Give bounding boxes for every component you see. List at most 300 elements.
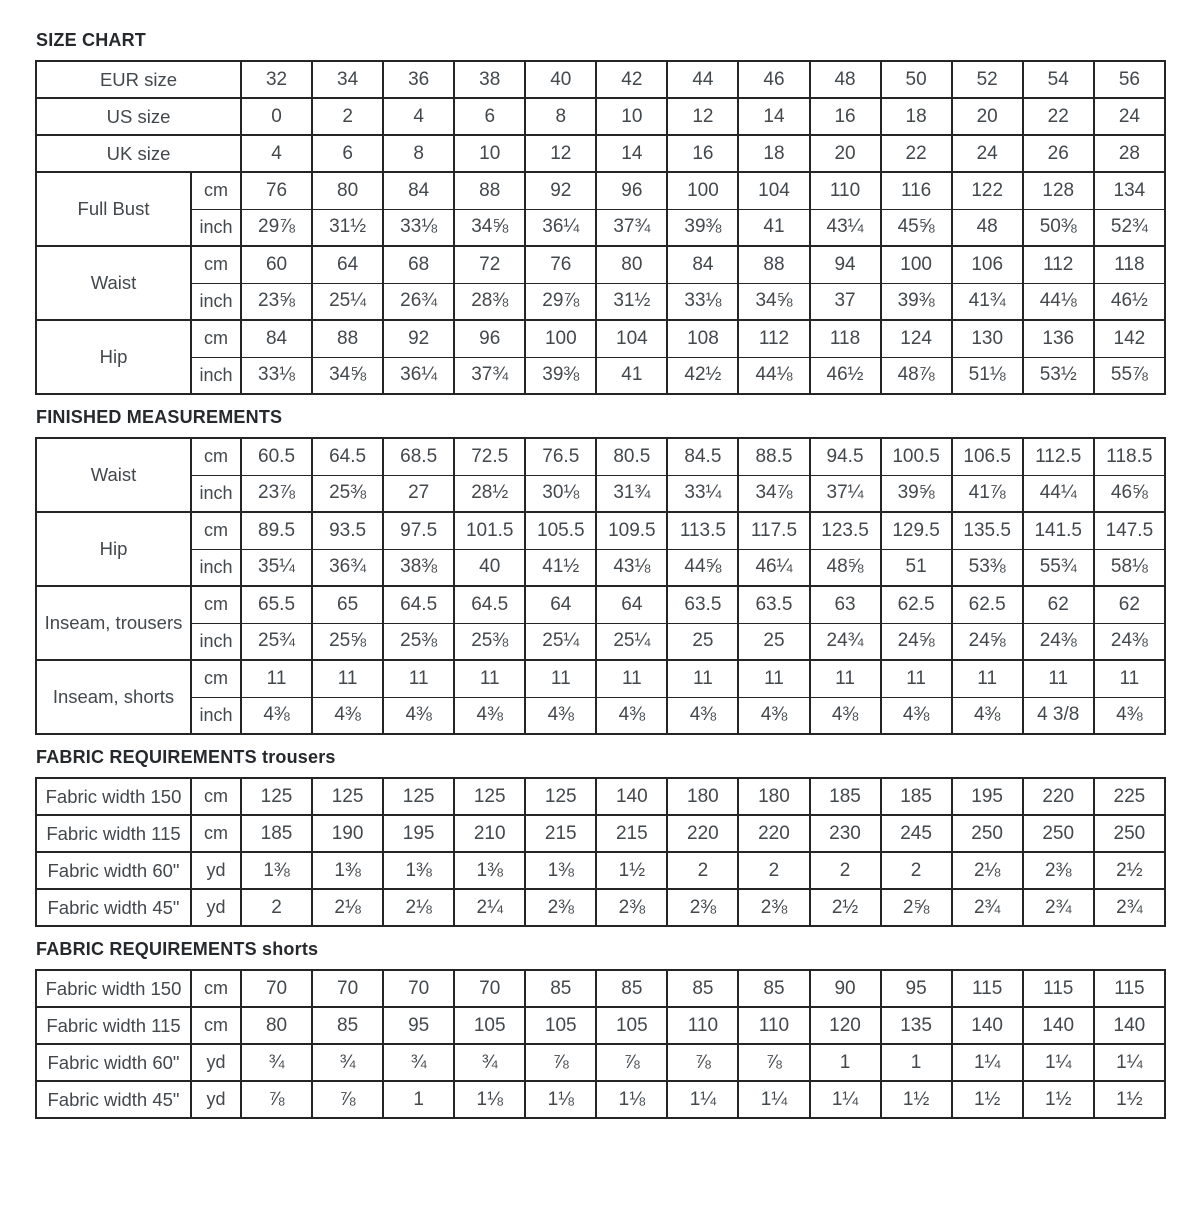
value-cell: 70 <box>241 970 312 1007</box>
value-cell: 210 <box>454 815 525 852</box>
value-cell: 4⅜ <box>312 697 383 734</box>
value-cell: 32 <box>241 61 312 98</box>
row-label: EUR size <box>36 61 241 98</box>
unit-label: inch <box>191 623 241 660</box>
value-cell: 4⅜ <box>383 697 454 734</box>
value-cell: 11 <box>1094 660 1165 697</box>
value-cell: 11 <box>810 660 881 697</box>
value-cell: 96 <box>596 172 667 209</box>
value-cell: 23⅞ <box>241 475 312 512</box>
value-cell: 48 <box>810 61 881 98</box>
value-cell: 25⅜ <box>383 623 454 660</box>
value-cell: 117.5 <box>738 512 809 549</box>
value-cell: 118 <box>1094 246 1165 283</box>
value-cell: 134 <box>1094 172 1165 209</box>
value-cell: 24⅝ <box>952 623 1023 660</box>
value-cell: 195 <box>952 778 1023 815</box>
value-cell: 124 <box>881 320 952 357</box>
value-cell: 11 <box>881 660 952 697</box>
value-cell: 63.5 <box>738 586 809 623</box>
value-cell: 1¼ <box>1094 1044 1165 1081</box>
value-cell: 24⅝ <box>881 623 952 660</box>
value-cell: 24⅜ <box>1094 623 1165 660</box>
value-cell: 93.5 <box>312 512 383 549</box>
value-cell: 65.5 <box>241 586 312 623</box>
value-cell: 2⅝ <box>881 889 952 926</box>
value-cell: 46¼ <box>738 549 809 586</box>
table-row <box>36 778 1165 815</box>
value-cell: 95 <box>881 970 952 1007</box>
unit-label: cm <box>191 172 241 209</box>
table-row <box>36 61 1165 98</box>
value-cell: 2⅜ <box>667 889 738 926</box>
row-label: US size <box>36 98 241 135</box>
value-cell: 43¼ <box>810 209 881 246</box>
value-cell: 140 <box>952 1007 1023 1044</box>
value-cell: 1¼ <box>1023 1044 1094 1081</box>
value-cell: 37¾ <box>454 357 525 394</box>
table-row <box>36 660 1165 697</box>
value-cell: 1½ <box>952 1081 1023 1118</box>
value-cell: 250 <box>1094 815 1165 852</box>
value-cell: ⅞ <box>738 1044 809 1081</box>
value-cell: 76.5 <box>525 438 596 475</box>
value-cell: 108 <box>667 320 738 357</box>
value-cell: 85 <box>738 970 809 1007</box>
value-cell: 94.5 <box>810 438 881 475</box>
value-cell: 85 <box>596 970 667 1007</box>
value-cell: 84 <box>667 246 738 283</box>
value-cell: 110 <box>810 172 881 209</box>
value-cell: 25 <box>667 623 738 660</box>
value-cell: 12 <box>525 135 596 172</box>
value-cell: 105 <box>525 1007 596 1044</box>
value-cell: 109.5 <box>596 512 667 549</box>
value-cell: 29⅞ <box>525 283 596 320</box>
unit-label: yd <box>191 889 241 926</box>
value-cell: 190 <box>312 815 383 852</box>
section-title-finished-measurements: FINISHED MEASUREMENTS <box>36 407 283 427</box>
value-cell: 2 <box>810 852 881 889</box>
value-cell: 50⅜ <box>1023 209 1094 246</box>
value-cell: 2⅜ <box>738 889 809 926</box>
value-cell: 101.5 <box>454 512 525 549</box>
value-cell: 88 <box>738 246 809 283</box>
unit-label: cm <box>191 660 241 697</box>
value-cell: 44⅛ <box>738 357 809 394</box>
value-cell: ⅞ <box>312 1081 383 1118</box>
value-cell: 129.5 <box>881 512 952 549</box>
value-cell: 53½ <box>1023 357 1094 394</box>
value-cell: 25⅜ <box>454 623 525 660</box>
value-cell: 118.5 <box>1094 438 1165 475</box>
value-cell: 125 <box>525 778 596 815</box>
value-cell: 85 <box>525 970 596 1007</box>
table-row <box>36 623 1165 660</box>
value-cell: 4⅜ <box>1094 697 1165 734</box>
value-cell: 2⅜ <box>596 889 667 926</box>
value-cell: 136 <box>1023 320 1094 357</box>
value-cell: 180 <box>738 778 809 815</box>
value-cell: 18 <box>881 98 952 135</box>
value-cell: ¾ <box>383 1044 454 1081</box>
value-cell: 33⅛ <box>667 283 738 320</box>
value-cell: 4⅜ <box>525 697 596 734</box>
unit-label: inch <box>191 357 241 394</box>
value-cell: 14 <box>596 135 667 172</box>
value-cell: 2 <box>241 889 312 926</box>
value-cell: 4 3/8 <box>1023 697 1094 734</box>
unit-label: cm <box>191 320 241 357</box>
value-cell: 2⅛ <box>952 852 1023 889</box>
value-cell: 44⅝ <box>667 549 738 586</box>
value-cell: ⅞ <box>667 1044 738 1081</box>
value-cell: 125 <box>241 778 312 815</box>
value-cell: 141.5 <box>1023 512 1094 549</box>
value-cell: 2 <box>667 852 738 889</box>
value-cell: 56 <box>1094 61 1165 98</box>
value-cell: 2⅜ <box>525 889 596 926</box>
value-cell: 42½ <box>667 357 738 394</box>
value-cell: 4 <box>241 135 312 172</box>
value-cell: 60.5 <box>241 438 312 475</box>
value-cell: 18 <box>738 135 809 172</box>
value-cell: 180 <box>667 778 738 815</box>
value-cell: 4⅜ <box>241 697 312 734</box>
value-cell: 1⅛ <box>525 1081 596 1118</box>
value-cell: 220 <box>1023 778 1094 815</box>
value-cell: 4⅜ <box>810 697 881 734</box>
value-cell: 215 <box>596 815 667 852</box>
value-cell: 100 <box>525 320 596 357</box>
row-label: Fabric width 45" <box>36 1081 191 1118</box>
value-cell: 31¾ <box>596 475 667 512</box>
value-cell: ⅞ <box>525 1044 596 1081</box>
table-row <box>36 586 1165 623</box>
row-label: UK size <box>36 135 241 172</box>
row-label: Hip <box>36 320 191 394</box>
value-cell: 2⅛ <box>312 889 383 926</box>
value-cell: 1 <box>810 1044 881 1081</box>
value-cell: 35¼ <box>241 549 312 586</box>
value-cell: 140 <box>596 778 667 815</box>
value-cell: 1½ <box>596 852 667 889</box>
unit-label: cm <box>191 1007 241 1044</box>
table-row <box>36 135 1165 172</box>
value-cell: 22 <box>881 135 952 172</box>
value-cell: 10 <box>596 98 667 135</box>
row-label: Fabric width 115 <box>36 1007 191 1044</box>
value-cell: 24 <box>1094 98 1165 135</box>
value-cell: 40 <box>525 61 596 98</box>
value-cell: 2½ <box>1094 852 1165 889</box>
value-cell: 27 <box>383 475 454 512</box>
value-cell: 230 <box>810 815 881 852</box>
value-cell: 37¾ <box>596 209 667 246</box>
value-cell: 25¼ <box>312 283 383 320</box>
value-cell: 2⅜ <box>1023 852 1094 889</box>
value-cell: 31½ <box>312 209 383 246</box>
value-cell: 62 <box>1094 586 1165 623</box>
value-cell: 68.5 <box>383 438 454 475</box>
value-cell: 38 <box>454 61 525 98</box>
value-cell: 39⅜ <box>667 209 738 246</box>
value-cell: ⅞ <box>241 1081 312 1118</box>
value-cell: 36¼ <box>525 209 596 246</box>
value-cell: 1¼ <box>952 1044 1023 1081</box>
value-cell: 112 <box>738 320 809 357</box>
value-cell: 130 <box>952 320 1023 357</box>
size-chart-page <box>35 30 1166 1119</box>
value-cell: 25¼ <box>525 623 596 660</box>
value-cell: 50 <box>881 61 952 98</box>
value-cell: 16 <box>810 98 881 135</box>
table-row <box>36 246 1165 283</box>
value-cell: 46½ <box>810 357 881 394</box>
value-cell: 39⅜ <box>881 283 952 320</box>
value-cell: 110 <box>738 1007 809 1044</box>
value-cell: 25⅝ <box>312 623 383 660</box>
value-cell: 28⅜ <box>454 283 525 320</box>
value-cell: 112 <box>1023 246 1094 283</box>
value-cell: 48⅞ <box>881 357 952 394</box>
value-cell: 64.5 <box>454 586 525 623</box>
value-cell: 1½ <box>1094 1081 1165 1118</box>
value-cell: 118 <box>810 320 881 357</box>
value-cell: 44 <box>667 61 738 98</box>
value-cell: 40 <box>454 549 525 586</box>
section-title-fabric-requirements-shorts: FABRIC REQUIREMENTS shorts <box>36 939 319 959</box>
value-cell: 46 <box>738 61 809 98</box>
value-cell: 140 <box>1094 1007 1165 1044</box>
value-cell: 11 <box>525 660 596 697</box>
value-cell: 34⅝ <box>312 357 383 394</box>
value-cell: 1 <box>881 1044 952 1081</box>
value-cell: 2⅛ <box>383 889 454 926</box>
value-cell: 11 <box>1023 660 1094 697</box>
value-cell: 1⅜ <box>525 852 596 889</box>
value-cell: 1½ <box>881 1081 952 1118</box>
value-cell: 0 <box>241 98 312 135</box>
value-cell: 1⅛ <box>596 1081 667 1118</box>
value-cell: ¾ <box>241 1044 312 1081</box>
value-cell: 128 <box>1023 172 1094 209</box>
value-cell: 54 <box>1023 61 1094 98</box>
value-cell: 76 <box>525 246 596 283</box>
value-cell: 220 <box>667 815 738 852</box>
value-cell: 63.5 <box>667 586 738 623</box>
value-cell: 41 <box>596 357 667 394</box>
value-cell: 116 <box>881 172 952 209</box>
value-cell: 115 <box>952 970 1023 1007</box>
value-cell: 31½ <box>596 283 667 320</box>
value-cell: 44⅛ <box>1023 283 1094 320</box>
value-cell: 115 <box>1094 970 1165 1007</box>
table-row <box>36 172 1165 209</box>
value-cell: 46⅝ <box>1094 475 1165 512</box>
table-row <box>36 475 1165 512</box>
unit-label: yd <box>191 1044 241 1081</box>
unit-label: cm <box>191 970 241 1007</box>
value-cell: 215 <box>525 815 596 852</box>
value-cell: 28 <box>1094 135 1165 172</box>
value-cell: 250 <box>1023 815 1094 852</box>
value-cell: 25 <box>738 623 809 660</box>
value-cell: 220 <box>738 815 809 852</box>
value-cell: 84.5 <box>667 438 738 475</box>
value-cell: 250 <box>952 815 1023 852</box>
value-cell: 20 <box>952 98 1023 135</box>
unit-label: cm <box>191 438 241 475</box>
value-cell: 36¾ <box>312 549 383 586</box>
row-label: Hip <box>36 512 191 586</box>
value-cell: 2 <box>881 852 952 889</box>
value-cell: 135 <box>881 1007 952 1044</box>
value-cell: 110 <box>667 1007 738 1044</box>
value-cell: 4⅜ <box>454 697 525 734</box>
value-cell: 34⅝ <box>454 209 525 246</box>
value-cell: 33⅛ <box>241 357 312 394</box>
value-cell: 11 <box>738 660 809 697</box>
value-cell: 16 <box>667 135 738 172</box>
row-label: Fabric width 150 <box>36 778 191 815</box>
value-cell: 92 <box>383 320 454 357</box>
value-cell: 64 <box>525 586 596 623</box>
value-cell: 104 <box>596 320 667 357</box>
value-cell: 25¾ <box>241 623 312 660</box>
value-cell: 11 <box>454 660 525 697</box>
value-cell: 11 <box>383 660 454 697</box>
value-cell: 24¾ <box>810 623 881 660</box>
value-cell: 45⅝ <box>881 209 952 246</box>
row-label: Fabric width 60" <box>36 852 191 889</box>
row-label: Waist <box>36 438 191 512</box>
value-cell: 106 <box>952 246 1023 283</box>
row-label: Fabric width 150 <box>36 970 191 1007</box>
value-cell: 142 <box>1094 320 1165 357</box>
value-cell: 88 <box>312 320 383 357</box>
value-cell: 44¼ <box>1023 475 1094 512</box>
value-cell: 39⅜ <box>525 357 596 394</box>
row-label: Waist <box>36 246 191 320</box>
value-cell: 51⅛ <box>952 357 1023 394</box>
value-cell: 225 <box>1094 778 1165 815</box>
value-cell: 120 <box>810 1007 881 1044</box>
row-label: Inseam, trousers <box>36 586 191 660</box>
fabric-requirements-trousers-table <box>35 777 1166 927</box>
value-cell: 122 <box>952 172 1023 209</box>
value-cell: 11 <box>596 660 667 697</box>
value-cell: 11 <box>241 660 312 697</box>
value-cell: 4⅜ <box>596 697 667 734</box>
value-cell: 105 <box>596 1007 667 1044</box>
value-cell: 46½ <box>1094 283 1165 320</box>
value-cell: 94 <box>810 246 881 283</box>
value-cell: 34 <box>312 61 383 98</box>
value-cell: 52¾ <box>1094 209 1165 246</box>
value-cell: 39⅝ <box>881 475 952 512</box>
value-cell: 64 <box>312 246 383 283</box>
value-cell: 4 <box>383 98 454 135</box>
unit-label: inch <box>191 549 241 586</box>
unit-label: cm <box>191 246 241 283</box>
value-cell: 11 <box>312 660 383 697</box>
unit-label: yd <box>191 852 241 889</box>
value-cell: 80 <box>241 1007 312 1044</box>
table-row <box>36 98 1165 135</box>
value-cell: 106.5 <box>952 438 1023 475</box>
value-cell: 2¾ <box>952 889 1023 926</box>
value-cell: 125 <box>454 778 525 815</box>
value-cell: 30⅛ <box>525 475 596 512</box>
value-cell: 51 <box>881 549 952 586</box>
value-cell: 104 <box>738 172 809 209</box>
value-cell: 185 <box>241 815 312 852</box>
value-cell: 4⅜ <box>881 697 952 734</box>
value-cell: 96 <box>454 320 525 357</box>
value-cell: 72 <box>454 246 525 283</box>
value-cell: 70 <box>454 970 525 1007</box>
value-cell: 11 <box>952 660 1023 697</box>
value-cell: 36¼ <box>383 357 454 394</box>
value-cell: 185 <box>881 778 952 815</box>
value-cell: 88 <box>454 172 525 209</box>
value-cell: 37 <box>810 283 881 320</box>
value-cell: 2 <box>312 98 383 135</box>
value-cell: 140 <box>1023 1007 1094 1044</box>
size-chart-table <box>35 60 1166 395</box>
table-row <box>36 512 1165 549</box>
value-cell: 92 <box>525 172 596 209</box>
value-cell: 4⅜ <box>952 697 1023 734</box>
value-cell: 37¼ <box>810 475 881 512</box>
table-row <box>36 697 1165 734</box>
value-cell: 41⅞ <box>952 475 1023 512</box>
section-title-size-chart: SIZE CHART <box>36 30 146 50</box>
value-cell: 113.5 <box>667 512 738 549</box>
value-cell: 10 <box>454 135 525 172</box>
value-cell: 64 <box>596 586 667 623</box>
value-cell: 88.5 <box>738 438 809 475</box>
unit-label: inch <box>191 283 241 320</box>
value-cell: 1¼ <box>667 1081 738 1118</box>
value-cell: 125 <box>312 778 383 815</box>
value-cell: 23⅝ <box>241 283 312 320</box>
value-cell: 1¼ <box>810 1081 881 1118</box>
value-cell: 2½ <box>810 889 881 926</box>
value-cell: 58⅛ <box>1094 549 1165 586</box>
value-cell: 4⅜ <box>738 697 809 734</box>
value-cell: 34⅝ <box>738 283 809 320</box>
value-cell: 84 <box>241 320 312 357</box>
value-cell: 90 <box>810 970 881 1007</box>
unit-label: cm <box>191 778 241 815</box>
table-row <box>36 357 1165 394</box>
value-cell: 105 <box>454 1007 525 1044</box>
value-cell: 80.5 <box>596 438 667 475</box>
value-cell: 2¾ <box>1094 889 1165 926</box>
value-cell: 245 <box>881 815 952 852</box>
value-cell: 123.5 <box>810 512 881 549</box>
value-cell: ⅞ <box>596 1044 667 1081</box>
value-cell: 105.5 <box>525 512 596 549</box>
value-cell: 84 <box>383 172 454 209</box>
value-cell: 2 <box>738 852 809 889</box>
value-cell: 6 <box>454 98 525 135</box>
fabric-requirements-shorts-table <box>35 969 1166 1119</box>
value-cell: 41 <box>738 209 809 246</box>
value-cell: 2¾ <box>1023 889 1094 926</box>
